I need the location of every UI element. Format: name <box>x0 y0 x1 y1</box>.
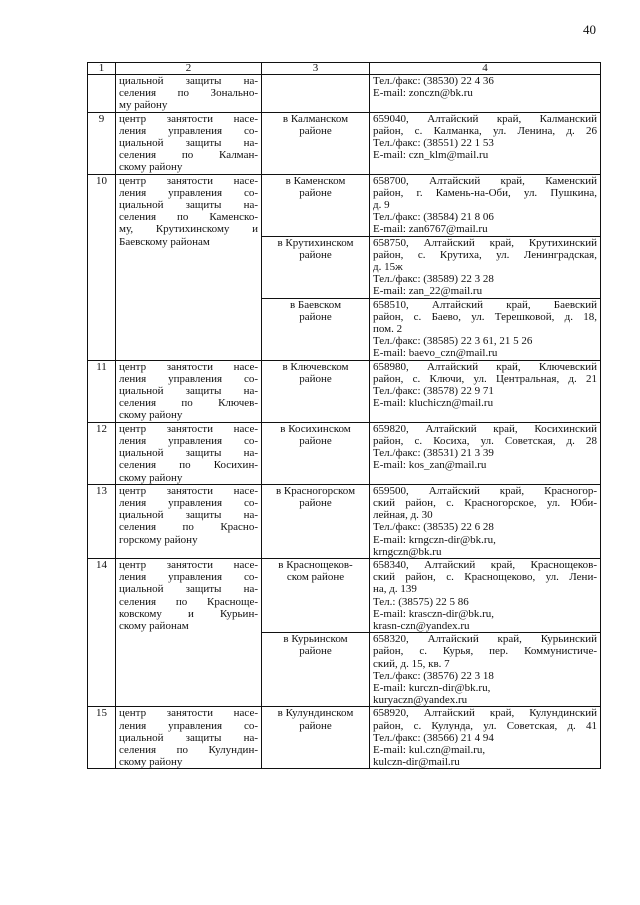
district-cell <box>262 360 370 422</box>
row-number: 10 <box>88 174 116 360</box>
cell-line: E-mail: czn_klm@mail.ru <box>373 149 489 162</box>
cell-line: E-mail: zan6767@mail.ru <box>373 223 488 236</box>
cell-line: в Курьинском <box>283 633 348 646</box>
organization-cell <box>116 75 262 113</box>
cell-line: пом. 2 <box>373 323 403 336</box>
table-row <box>88 484 601 558</box>
cell-line: в Каменском <box>285 174 346 187</box>
cell-line: скому району <box>119 161 183 174</box>
address-cell <box>370 360 601 422</box>
cell-line: центр занятости насе- <box>119 174 258 187</box>
cell-line: E-mail: krngczn-dir@bk.ru, <box>373 533 496 546</box>
cell-line: Тел./факс: (38535) 22 6 28 <box>373 521 494 534</box>
address-cell <box>370 75 601 113</box>
cell-line: селения по Красно- <box>119 521 258 534</box>
cell-line: му району <box>119 99 168 112</box>
cell-line: kulczn-dir@mail.ru <box>373 756 460 769</box>
column-header: 4 <box>370 63 601 75</box>
cell-line: район, с. Крутиха, ул. Ленинградская, <box>373 248 597 261</box>
cell-line: ковскому и Курьин- <box>119 607 258 620</box>
cell-line: 658340, Алтайский край, Краснощеков- <box>373 558 597 571</box>
cell-line: ления управления со- <box>119 496 258 509</box>
cell-line: циальной защиты на- <box>119 731 258 744</box>
district-cell <box>262 484 370 558</box>
address-cell <box>370 236 601 298</box>
district-cell <box>262 112 370 174</box>
cell-line: ский район, с. Красногорское, ул. Юби- <box>373 496 597 509</box>
cell-line: район, с. Баево, ул. Терешковой, д. 18, <box>373 310 597 323</box>
cell-line: E-mail: krasczn-dir@bk.ru, <box>373 607 495 620</box>
cell-line: селения по Калман- <box>119 149 258 162</box>
cell-line: скому районам <box>119 619 189 632</box>
page-number: 40 <box>583 22 596 37</box>
cell-line: лейная, д. 30 <box>373 509 433 522</box>
district-cell <box>262 236 370 298</box>
cell-line: Тел./факс: (38584) 21 8 06 <box>373 211 494 224</box>
cell-line: в Краснощеков- <box>278 558 353 571</box>
cell-line: циальной защиты на- <box>119 583 258 596</box>
organization-cell <box>116 174 262 360</box>
cell-line: 658750, Алтайский край, Крутихинский <box>373 236 597 249</box>
cell-line: район, г. Камень-на-Оби, ул. Пушкина, <box>373 186 597 199</box>
district-cell <box>262 707 370 769</box>
cell-line: в Ключевском <box>282 360 349 373</box>
row-number: 9 <box>88 112 116 174</box>
organization-cell <box>116 112 262 174</box>
cell-line: ский, д. 15, кв. 7 <box>373 657 450 670</box>
address-cell <box>370 174 601 236</box>
cell-line: селения по Кулундин- <box>119 743 258 756</box>
district-cell <box>262 633 370 707</box>
table-row <box>88 75 601 113</box>
cell-line: ления управления со- <box>119 186 258 199</box>
cell-line: E-mail: kul.czn@mail.ru, <box>373 743 486 756</box>
cell-line: ский район, с. Краснощеково, ул. Лени- <box>373 571 597 584</box>
cell-line: район, с. Ключи, ул. Центральная, д. 21 <box>373 372 597 385</box>
cell-line: kuryaczn@yandex.ru <box>373 694 468 707</box>
cell-line: селения по Ключев- <box>119 397 258 410</box>
district-cell <box>262 298 370 360</box>
table-header-row <box>88 63 601 75</box>
cell-line: ления управления со- <box>119 719 258 732</box>
organization-cell <box>116 558 262 706</box>
cell-line: 658980, Алтайский край, Ключевский <box>373 360 597 373</box>
address-cell <box>370 633 601 707</box>
cell-line: Баевскому районам <box>119 235 210 248</box>
column-header: 1 <box>88 63 116 75</box>
table-row <box>88 112 601 174</box>
cell-line: центр занятости насе- <box>119 707 258 720</box>
cell-line: районе <box>299 124 332 137</box>
table-row <box>88 422 601 484</box>
cell-line: районе <box>299 186 332 199</box>
cell-line: районе <box>299 372 332 385</box>
cell-line: Тел./факс: (38576) 22 3 18 <box>373 669 494 682</box>
cell-line: ления управления со- <box>119 434 258 447</box>
cell-line: скому району <box>119 471 183 484</box>
row-number: 15 <box>88 707 116 769</box>
cell-line: д. 9 <box>373 199 390 212</box>
cell-line: E-mail: kos_zan@mail.ru <box>373 459 487 472</box>
table-row <box>88 360 601 422</box>
district-cell <box>262 422 370 484</box>
column-header: 3 <box>262 63 370 75</box>
cell-line: центр занятости насе- <box>119 112 258 125</box>
cell-line: в Крутихинском <box>277 236 354 249</box>
table-row <box>88 558 601 632</box>
cell-line: му, Крутихинскому и <box>119 223 258 236</box>
row-number: 13 <box>88 484 116 558</box>
cell-line: районе <box>299 310 332 323</box>
column-header: 2 <box>116 63 262 75</box>
address-cell <box>370 422 601 484</box>
employment-centers-table <box>87 62 601 769</box>
table-row <box>88 707 601 769</box>
cell-line: селения по Красноще- <box>119 595 258 608</box>
district-cell <box>262 174 370 236</box>
cell-line: в Баевском <box>289 298 342 311</box>
cell-line: E-mail: baevo_czn@mail.ru <box>373 347 498 360</box>
cell-line: Тел./факс: (38530) 22 4 36 <box>373 75 494 87</box>
cell-line: скому району <box>119 756 183 769</box>
district-cell <box>262 75 370 113</box>
cell-line: циальной защиты на- <box>119 137 258 150</box>
cell-line: 659500, Алтайский край, Красногор- <box>373 484 597 497</box>
cell-line: район, с. Курья, пер. Коммунистиче- <box>373 645 597 658</box>
cell-line: селения по Каменско- <box>119 211 258 224</box>
organization-cell <box>116 422 262 484</box>
cell-line: Тел./факс: (38551) 22 1 53 <box>373 137 494 150</box>
cell-line: циальной защиты на- <box>119 447 258 460</box>
row-number: 12 <box>88 422 116 484</box>
cell-line: центр занятости насе- <box>119 360 258 373</box>
cell-line: районе <box>299 719 332 732</box>
cell-line: районе <box>299 496 332 509</box>
cell-line: горскому району <box>119 533 198 546</box>
cell-line: 658320, Алтайский край, Курьинский <box>373 633 597 646</box>
cell-line: в Красногорском <box>275 484 356 497</box>
address-cell <box>370 112 601 174</box>
cell-line: 659820, Алтайский край, Косихинский <box>373 422 597 435</box>
cell-line: в Косихинском <box>280 422 351 435</box>
cell-line: Тел.: (38575) 22 5 86 <box>373 595 469 608</box>
cell-line: на, д. 139 <box>373 583 417 596</box>
cell-line: Тел./факс: (38585) 22 3 61, 21 5 26 <box>373 335 533 348</box>
cell-line: районе <box>299 248 332 261</box>
cell-line: центр занятости насе- <box>119 484 258 497</box>
cell-line: циальной защиты на- <box>119 509 258 522</box>
cell-line: E-mail: kurczn-dir@bk.ru, <box>373 681 491 694</box>
cell-line: ления управления со- <box>119 124 258 137</box>
address-cell <box>370 707 601 769</box>
organization-cell <box>116 360 262 422</box>
address-cell <box>370 558 601 632</box>
address-cell <box>370 298 601 360</box>
row-number: 14 <box>88 558 116 706</box>
table-row <box>88 174 601 236</box>
cell-line: Тел./факс: (38589) 22 3 28 <box>373 273 494 286</box>
cell-line: центр занятости насе- <box>119 558 258 571</box>
cell-line: район, с. Калманка, ул. Ленина, д. 26 <box>373 124 597 137</box>
cell-line: циальной защиты на- <box>119 75 258 87</box>
cell-line: Тел./факс: (38566) 21 4 94 <box>373 731 494 744</box>
cell-line: E-mail: kluchiczn@mail.ru <box>373 397 494 410</box>
cell-line: селения по Косихин- <box>119 459 258 472</box>
cell-line: районе <box>299 434 332 447</box>
cell-line: ском районе <box>286 571 345 584</box>
cell-line: д. 15ж <box>373 261 403 274</box>
district-cell <box>262 558 370 632</box>
cell-line: 658700, Алтайский край, Каменский <box>373 174 597 187</box>
address-cell <box>370 484 601 558</box>
cell-line: скому району <box>119 409 183 422</box>
cell-line: E-mail: zonczn@bk.ru <box>373 87 473 100</box>
cell-line: район, с. Косиха, ул. Советская, д. 28 <box>373 434 597 447</box>
organization-cell <box>116 707 262 769</box>
cell-line: 658920, Алтайский край, Кулундинский <box>373 707 597 720</box>
cell-line: в Калманском <box>282 112 349 125</box>
cell-line: 659040, Алтайский край, Калманский <box>373 112 597 125</box>
cell-line: районе <box>299 645 332 658</box>
organization-cell <box>116 484 262 558</box>
row-number <box>88 75 116 113</box>
cell-line: ления управления со- <box>119 372 258 385</box>
cell-line: Тел./факс: (38531) 21 3 39 <box>373 447 494 460</box>
cell-line: селения по Зонально- <box>119 87 258 100</box>
cell-line: Тел./факс: (38578) 22 9 71 <box>373 385 494 398</box>
cell-line: в Кулундинском <box>277 707 354 720</box>
row-number: 11 <box>88 360 116 422</box>
cell-line: центр занятости насе- <box>119 422 258 435</box>
cell-line: циальной защиты на- <box>119 199 258 212</box>
cell-line: циальной защиты на- <box>119 385 258 398</box>
cell-line: ления управления со- <box>119 571 258 584</box>
cell-line: 658510, Алтайский край, Баевский <box>373 298 597 311</box>
cell-line: krngczn@bk.ru <box>373 545 442 558</box>
cell-line: район, с. Кулунда, ул. Советская, д. 41 <box>373 719 597 732</box>
cell-line: krasn-czn@yandex.ru <box>373 619 470 632</box>
cell-line: E-mail: zan_22@mail.ru <box>373 285 483 298</box>
